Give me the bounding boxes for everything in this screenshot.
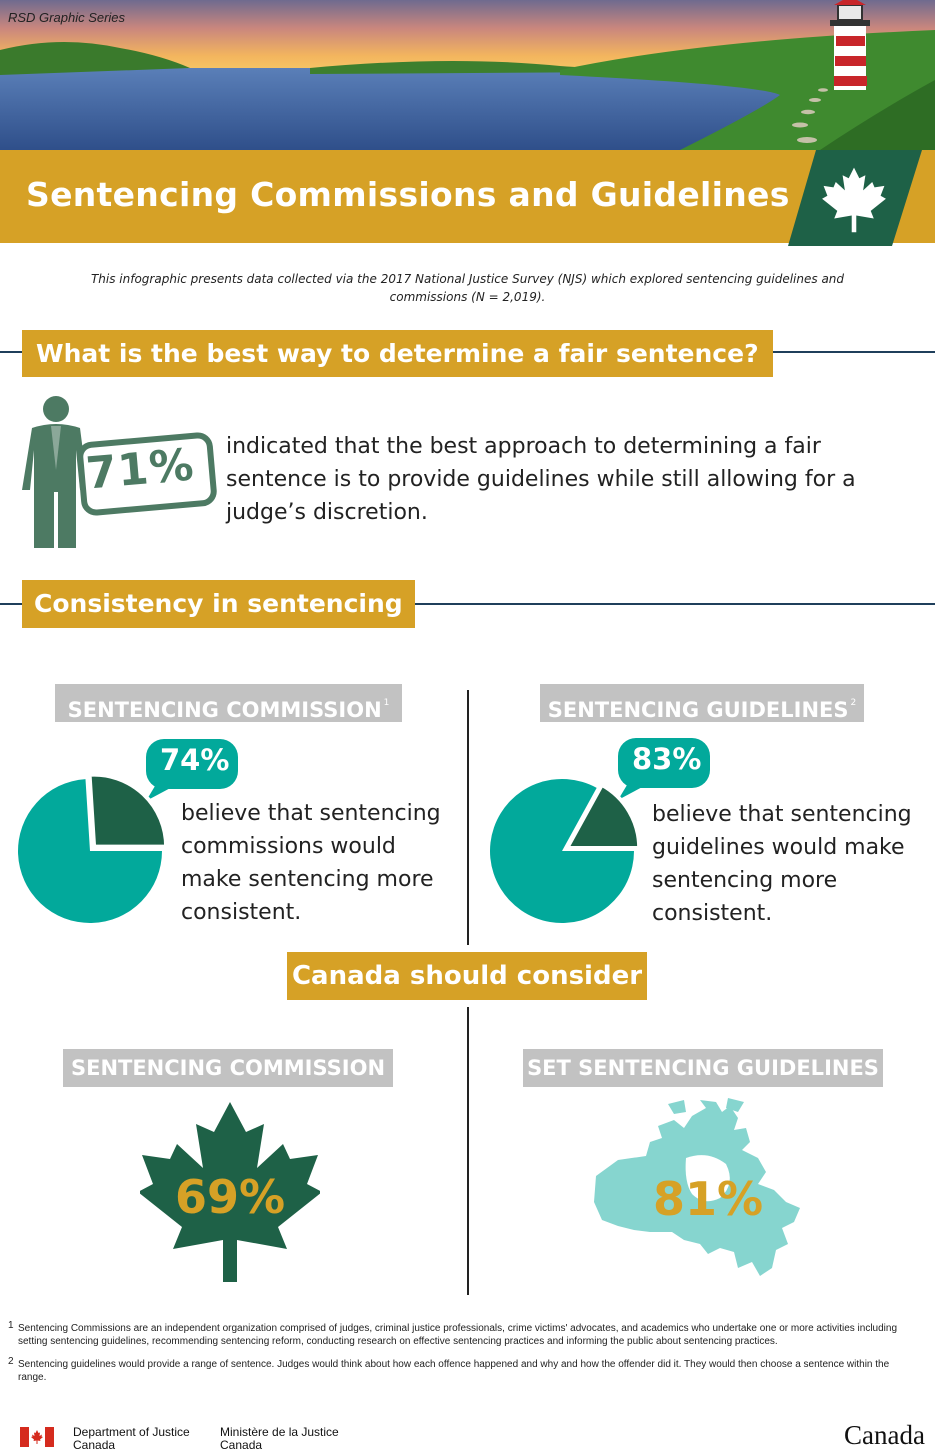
department-name-fr-line2: Canada xyxy=(220,1438,263,1452)
consider-commission-label: SENTENCING COMMISSION xyxy=(63,1049,393,1087)
commission-pie-chart xyxy=(14,775,166,927)
department-name-en-line1: Department of Justice xyxy=(73,1425,190,1439)
consider-commission-percent: 69% xyxy=(175,1170,286,1224)
series-label: RSD Graphic Series xyxy=(8,10,126,25)
section-heading-consider: Canada should consider xyxy=(287,952,647,1000)
sentencing-commission-label xyxy=(55,684,402,722)
department-name-fr xyxy=(220,1426,339,1452)
header-banner-illustration xyxy=(0,0,935,150)
fair-sentence-percent: 71% xyxy=(83,439,197,500)
footnote-ref-2: 2 xyxy=(850,698,857,708)
footnote-ref-1: 1 xyxy=(383,698,390,708)
intro-text: This infographic presents data collected via the 2017 National Justice Survey (NJS) which explored sentencing guidelines and commissions (N = 2,019). xyxy=(90,272,845,304)
column-divider xyxy=(467,1007,469,1295)
landscape-illustration xyxy=(0,0,935,150)
guidelines-percent: 83% xyxy=(632,742,702,776)
sentencing-commission-label-text: SENTENCING COMMISSION xyxy=(67,698,382,722)
section-heading-consistency: Consistency in sentencing xyxy=(22,580,415,628)
commission-pie-other-slice xyxy=(90,775,166,847)
footnote-number: 1 xyxy=(8,1320,14,1331)
department-name-en xyxy=(73,1426,190,1452)
sentencing-guidelines-label xyxy=(540,684,864,722)
footnotes xyxy=(8,1322,918,1394)
footnote-number: 2 xyxy=(8,1356,14,1367)
section-heading-fair-sentence: What is the best way to determine a fair sentence? xyxy=(22,330,773,377)
commission-percent: 74% xyxy=(160,743,230,777)
guidelines-description: believe that sentencing guidelines would make sentencing more consistent. xyxy=(652,802,912,926)
footnote-text: Sentencing Commissions are an independent organization comprised of judges, criminal justice professionals, crime victims' advocates, and academics who undertake one or more activities including setting sentencing guidelines, recommending sentencing reform, conducting research on effective sentencing practices and informing the public about sentencing practices. xyxy=(18,1323,898,1347)
column-divider xyxy=(467,690,469,945)
canada-flag-icon xyxy=(20,1427,54,1447)
page-title: Sentencing Commissions and Guidelines xyxy=(26,175,790,214)
footnote-text: Sentencing guidelines would provide a range of sentence. Judges would think about how each offence happened and why and how the offender did it. They would then choose a sentence within the range. xyxy=(18,1359,890,1383)
guidelines-pie-chart xyxy=(486,775,638,927)
footnote-2 xyxy=(8,1358,918,1384)
maple-leaf-tile-icon xyxy=(784,146,924,246)
consider-guidelines-percent: 81% xyxy=(653,1172,764,1226)
department-name-fr-line1: Ministère de la Justice xyxy=(220,1425,339,1439)
commission-description: believe that sentencing commissions would make sentencing more consistent. xyxy=(181,801,441,925)
footnote-1 xyxy=(8,1322,918,1348)
department-name-en-line2: Canada xyxy=(73,1438,116,1452)
consider-guidelines-label: SET SENTENCING GUIDELINES xyxy=(523,1049,883,1087)
fair-sentence-description: indicated that the best approach to determining a fair sentence is to provide guidelines while still allowing for a judge’s discretion. xyxy=(226,434,856,525)
sentencing-guidelines-label-text: SENTENCING GUIDELINES xyxy=(547,698,849,722)
canada-wordmark: Canada xyxy=(844,1420,925,1450)
